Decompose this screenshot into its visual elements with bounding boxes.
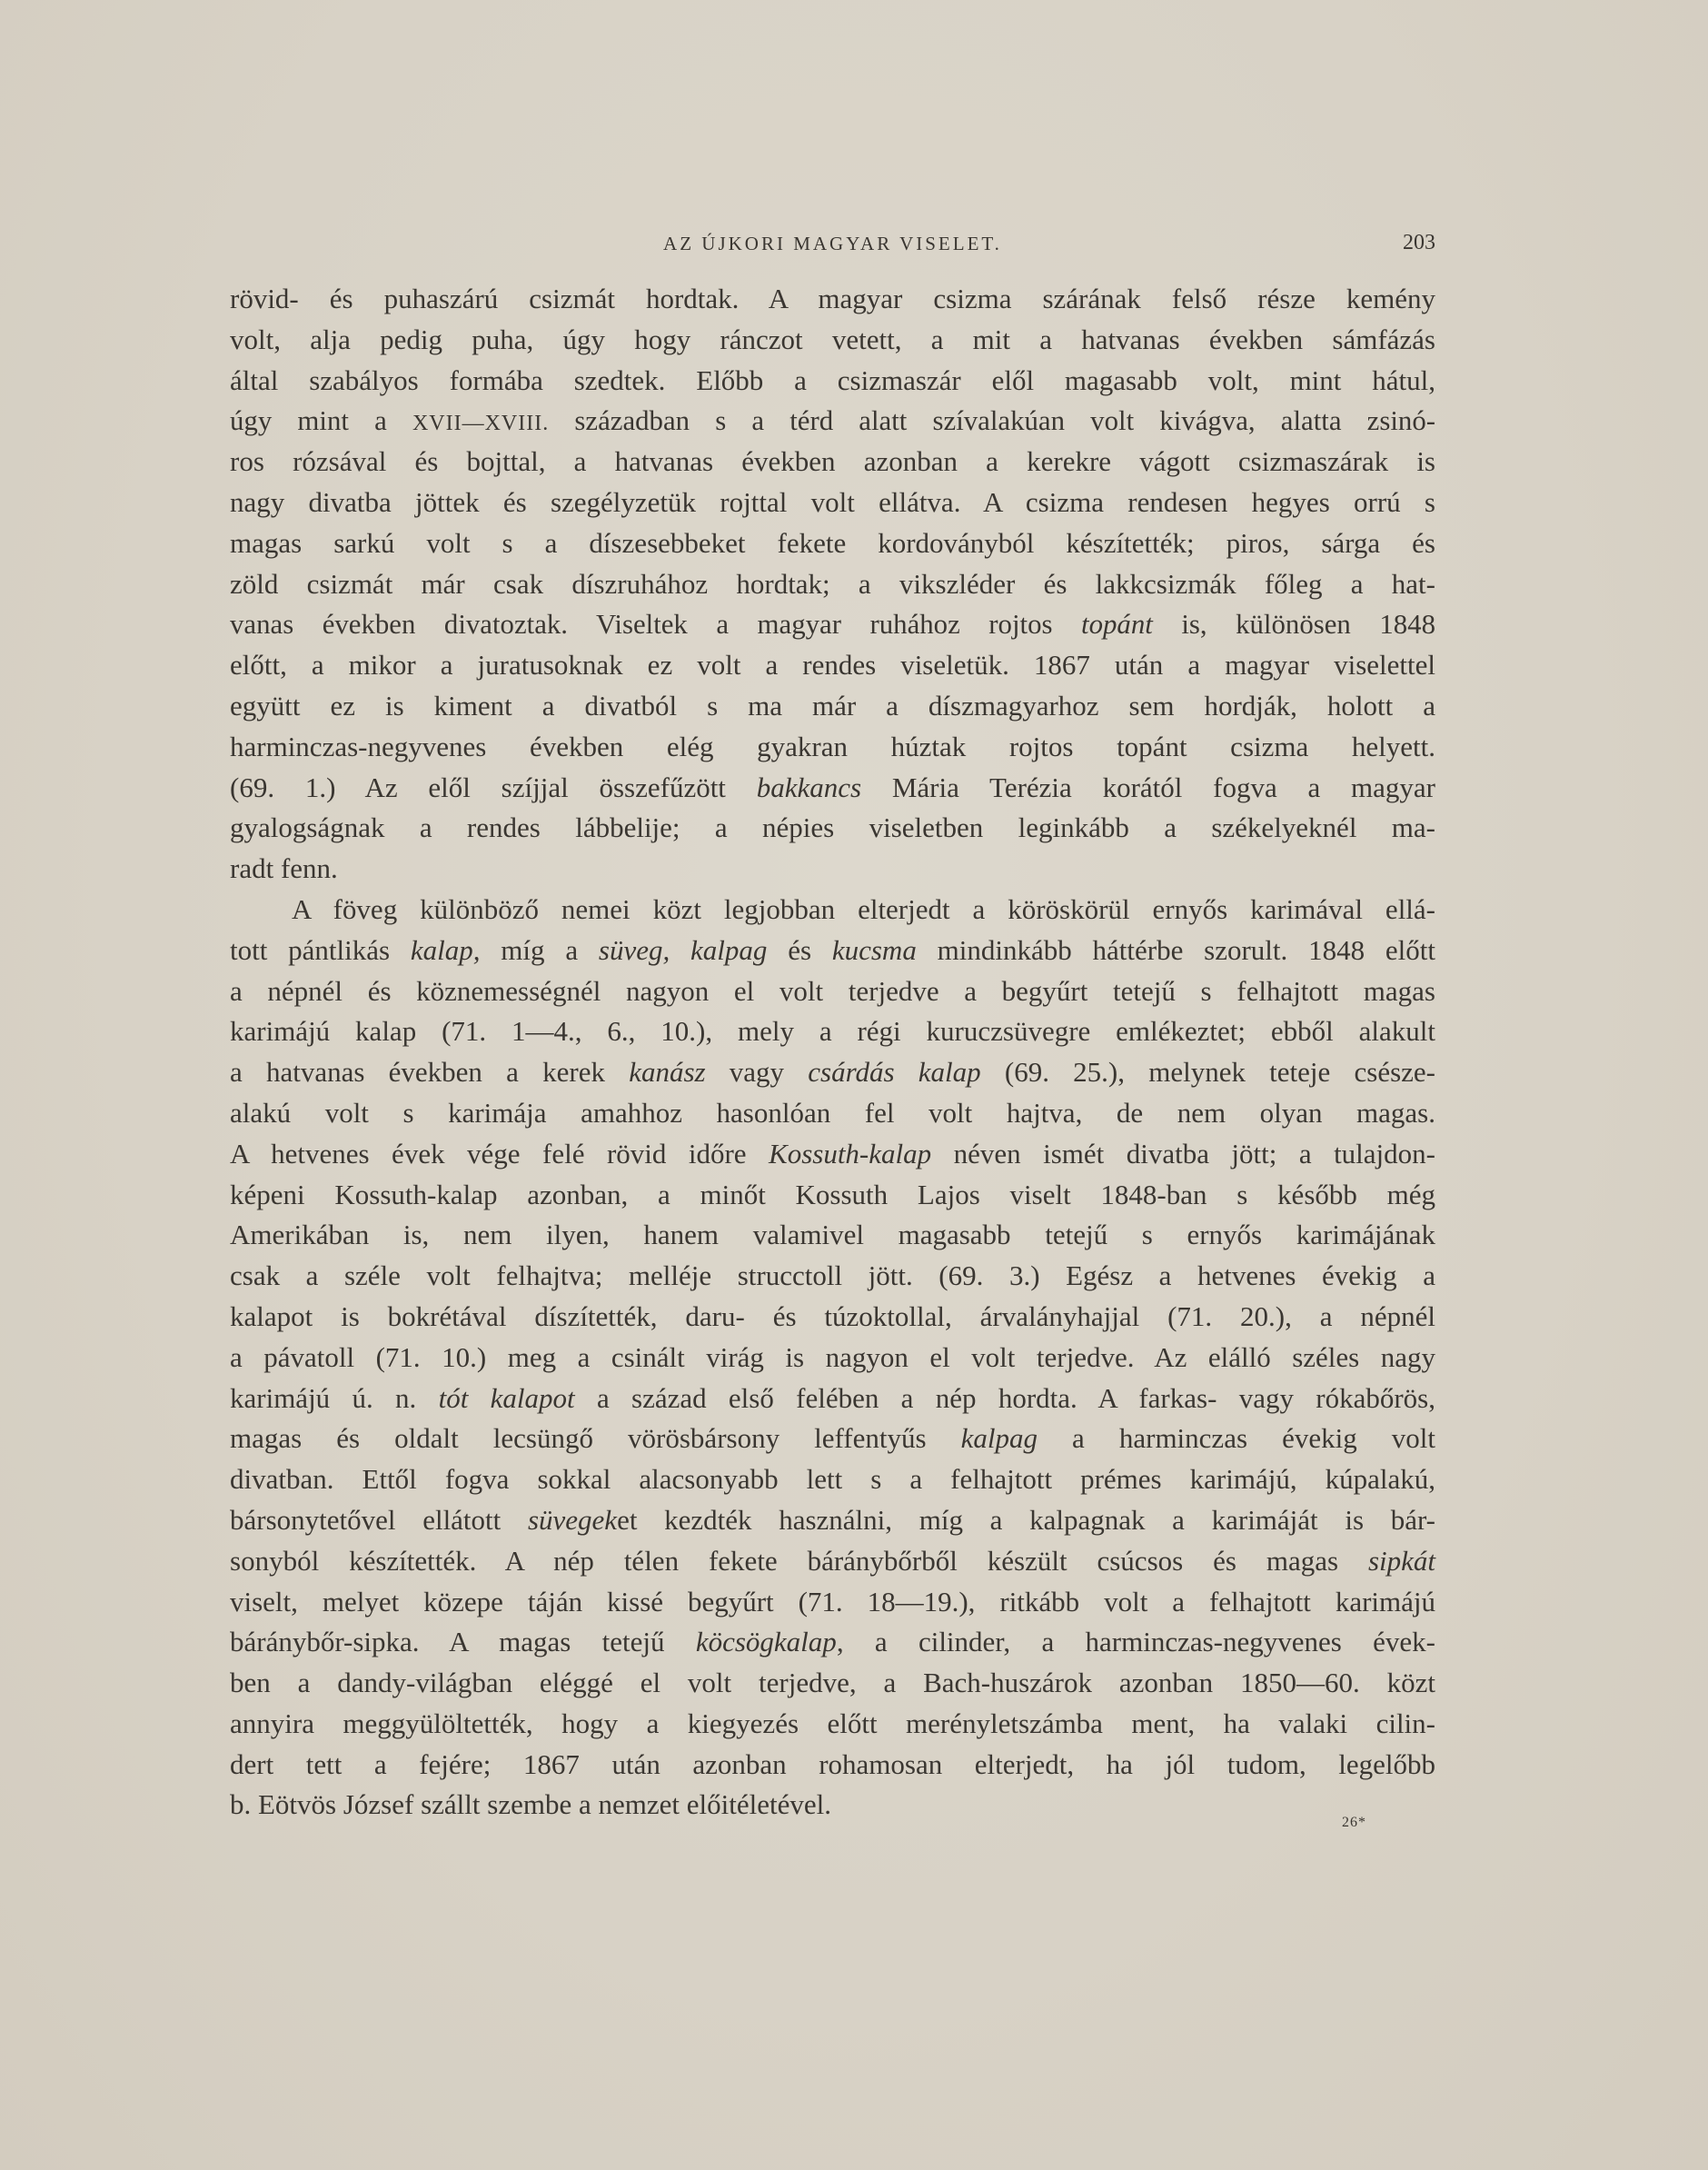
text-line: képeni Kossuth-kalap azonban, a minőt Kossuth Lajos viselt 1848-ban s később még bbox=[230, 1178, 1435, 1210]
text-run: vanas években divatoztak. Viseltek a magyar ruhához rojtos bbox=[230, 609, 1082, 641]
body-text bbox=[230, 279, 1435, 1826]
italic-term: kalap, bbox=[410, 933, 481, 966]
text-run: és bbox=[767, 933, 832, 966]
text-run: karimájú ú. n. bbox=[230, 1381, 439, 1414]
text-line bbox=[230, 1052, 1435, 1093]
text-run: században s a térd alatt szívalakúan volt kivágva, alatta zsinó- bbox=[549, 405, 1435, 437]
text-run: Mária Terézia korától fogva a magyar bbox=[861, 771, 1435, 803]
text-run: (69. 1.) Az elől szíjjal összefűzött bbox=[230, 771, 757, 803]
text-line bbox=[230, 1379, 1435, 1419]
text-run: A hetvenes évek vége felé rövid időre bbox=[230, 1137, 770, 1170]
text-run: (69. 25.), melynek teteje csésze- bbox=[980, 1056, 1435, 1089]
text-run: sonyból készítették. A nép télen fekete báránybőrből készült csúcsos és magas bbox=[230, 1544, 1368, 1577]
printer-signature-mark: 26* bbox=[1342, 1815, 1366, 1830]
text-line: a népnél és köznemességnél nagyon el volt terjedve a begyűrt tetejű s felhajtott magas bbox=[230, 974, 1435, 1007]
text-line: radt fenn. bbox=[230, 852, 338, 885]
text-line: magas sarkú volt s a díszesebbeket fekete kordoványból készítették; piros, sárga és bbox=[230, 526, 1435, 559]
italic-term: Kossuth-kalap bbox=[769, 1137, 932, 1170]
text-line bbox=[230, 1418, 1435, 1459]
italic-term: tót kalapot bbox=[438, 1381, 575, 1414]
text-line: b. Eötvös József szállt szembe a nemzet előitéletével. bbox=[230, 1788, 831, 1821]
text-run: , a cilinder, a harminczas-negyvenes évek- bbox=[836, 1626, 1435, 1658]
text-line bbox=[230, 1622, 1435, 1663]
text-run: is, különösen 1848 bbox=[1152, 609, 1435, 641]
text-run: vagy bbox=[705, 1056, 809, 1089]
text-run: mindinkább háttérbe szorult. 1848 előtt bbox=[916, 933, 1435, 966]
italic-term: kucsma bbox=[831, 933, 917, 966]
text-line bbox=[230, 931, 1435, 971]
text-run: magas és oldalt lecsüngő vörösbársony leffentyűs bbox=[230, 1422, 961, 1455]
text-run: tott pántlikás bbox=[230, 933, 411, 966]
text-line bbox=[230, 1134, 1435, 1175]
italic-term: sipkát bbox=[1367, 1544, 1435, 1577]
italic-term: topánt bbox=[1081, 609, 1153, 641]
text-line: dert tett a fejére; 1867 után azonban rohamosan elterjedt, ha jól tudom, legelőbb bbox=[230, 1747, 1435, 1780]
text-line: csak a széle volt felhajtva; melléje strucctoll jött. (69. 3.) Egész a hetvenes évekig a bbox=[230, 1259, 1435, 1292]
text-line bbox=[230, 1500, 1435, 1541]
text-line: a pávatoll (71. 10.) meg a csinált virág is nagyon el volt terjedve. Az elálló széles nagy bbox=[230, 1340, 1435, 1373]
text-run: a harminczas évekig volt bbox=[1037, 1422, 1435, 1455]
italic-term: bakkancs bbox=[756, 771, 862, 803]
text-line: ros rózsával és bojttal, a hatvanas években azonban a kerekre vágott csizmaszárak is bbox=[230, 445, 1435, 478]
italic-term: süvegek bbox=[527, 1503, 618, 1536]
text-line: karimájú kalap (71. 1—4., 6., 10.), mely a régi kuruczsüvegre emlékeztet; ebből alakult bbox=[230, 1015, 1435, 1048]
text-line: zöld csizmát már csak díszruhához hordtak; a vikszléder és lakkcsizmák főleg a hat- bbox=[230, 567, 1435, 600]
text-line: kalapot is bokrétával díszítették, daru- és túzoktollal, árvalányhajjal (71. 20.), a népnél bbox=[230, 1299, 1435, 1332]
text-line: gyalogságnak a rendes lábbelije; a népies viseletben leginkább a székelyeknél ma- bbox=[230, 811, 1435, 844]
text-run: a hatvanas években a kerek bbox=[230, 1056, 630, 1089]
text-line: együtt ez is kiment a divatból s ma már a díszmagyarhoz sem hordják, holott a bbox=[230, 689, 1435, 722]
italic-term: köcsögkalap bbox=[695, 1626, 837, 1658]
text-run: a század első felében a nép hordta. A farkas- vagy rókabőrös, bbox=[574, 1381, 1435, 1414]
text-line: annyira meggyülöltették, hogy a kiegyezés előtt merényletszámba ment, ha valaki cilin- bbox=[230, 1707, 1435, 1739]
text-line: előtt, a mikor a juratusoknak ez volt a rendes viseletük. 1867 után a magyar viselettel bbox=[230, 649, 1435, 682]
italic-term: kanász bbox=[629, 1056, 706, 1089]
text-line: alakú volt s karimája amahhoz hasonlóan fel volt hajtva, de nem olyan magas. bbox=[230, 1096, 1435, 1129]
text-line: rövid- és puhaszárú csizmát hordtak. A magyar csizma szárának felső része kemény bbox=[230, 283, 1435, 314]
text-line bbox=[230, 401, 1435, 442]
text-line bbox=[230, 768, 1435, 809]
text-run: et kezdték használni, míg a kalpagnak a karimáját is bár- bbox=[617, 1503, 1435, 1536]
text-line: volt, alja pedig puha, úgy hogy ránczot vetett, a mit a hatvanas években sámfázás bbox=[230, 323, 1435, 355]
text-line bbox=[230, 1541, 1435, 1582]
text-line: ben a dandy-világban eléggé el volt terjedve, a Bach-huszárok azonban 1850—60. közt bbox=[230, 1667, 1435, 1699]
page-number: 203 bbox=[1403, 231, 1435, 254]
text-run: úgy mint a bbox=[230, 405, 412, 437]
text-line: nagy divatba jöttek és szegélyzetük rojttal volt ellátva. A csizma rendesen hegyes orrú s bbox=[230, 485, 1435, 518]
text-line: divatban. Ettől fogva sokkal alacsonyabb lett s a felhajtott prémes karimájú, kúpalakú, bbox=[230, 1463, 1435, 1496]
century-numeral: XVII—XVIII. bbox=[412, 412, 550, 436]
text-line: viselt, melyet közepe táján kissé begyűrt (71. 18—19.), ritkább volt a felhajtott karimájú bbox=[230, 1585, 1435, 1618]
italic-term: süveg, kalpag bbox=[598, 933, 768, 966]
text-line: harminczas-negyvenes években elég gyakran húztak rojtos topánt csizma helyett. bbox=[230, 730, 1435, 762]
text-line: Amerikában is, nem ilyen, hanem valamivel magasabb tetejű s ernyős karimájának bbox=[230, 1219, 1435, 1251]
text-line bbox=[230, 604, 1435, 645]
text-run: báránybőr-sipka. A magas tetejű bbox=[230, 1626, 696, 1658]
paragraph-boots bbox=[230, 279, 1435, 890]
text-run: néven ismét divatba jött; a tulajdon- bbox=[931, 1137, 1435, 1170]
paragraph-headwear bbox=[230, 890, 1435, 1826]
running-title: AZ ÚJKORI MAGYAR VISELET. bbox=[663, 233, 1002, 254]
text-line: A föveg különböző nemei közt legjobban elterjedt a köröskörül ernyős karimával ellá- bbox=[292, 892, 1435, 925]
text-run: bársonytetővel ellátott bbox=[230, 1503, 528, 1536]
italic-term: csárdás kalap bbox=[808, 1056, 981, 1089]
text-run: míg a bbox=[480, 933, 599, 966]
italic-term: kalpag bbox=[960, 1422, 1038, 1455]
running-head bbox=[230, 227, 1435, 258]
text-line: által szabályos formába szedtek. Előbb a csizmaszár elől magasabb volt, mint hátul, bbox=[230, 363, 1435, 396]
